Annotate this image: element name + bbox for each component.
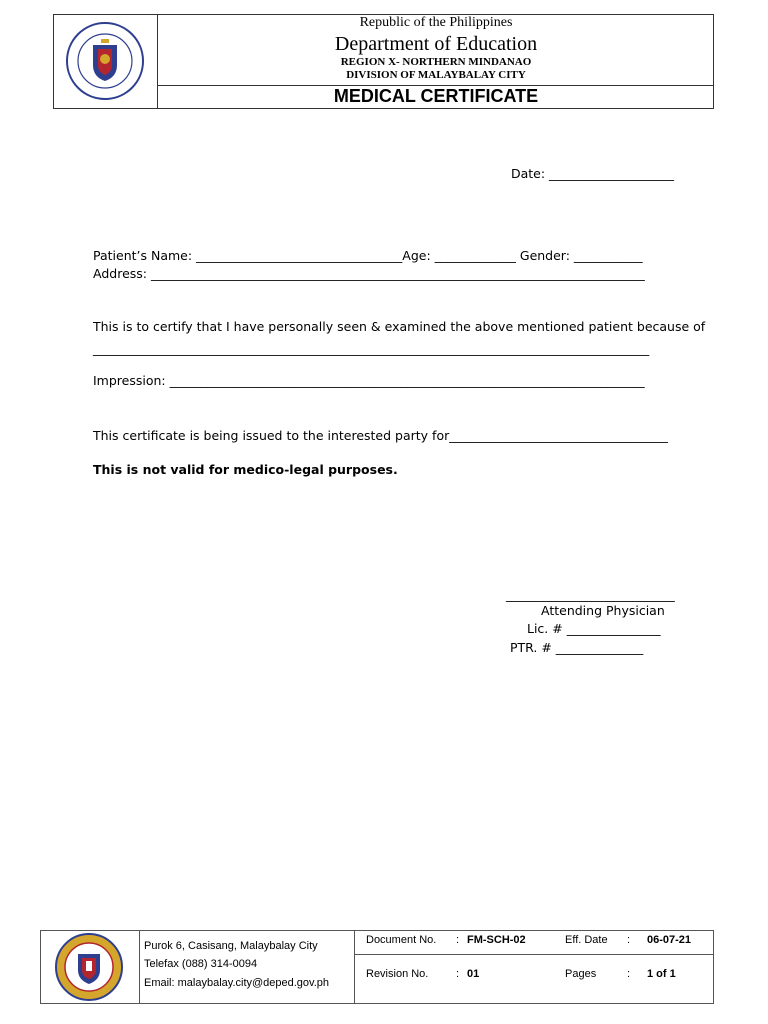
issued-for-line[interactable]: This certificate is being issued to the interested party for___________________________________ [93, 428, 668, 443]
region-text: REGION X- NORTHERN MINDANAO [340, 56, 532, 68]
date-line[interactable]: Date: ____________________ [511, 166, 675, 181]
revision-value: 01 [467, 968, 480, 980]
not-valid-note: This is not valid for medico-legal purposes. [93, 462, 398, 477]
revision-sep: : [456, 968, 460, 980]
certify-reason-blank[interactable]: _________________________________________________________________________________________ [93, 341, 650, 356]
republic-text: Republic of the Philippines [359, 15, 513, 30]
license-line[interactable]: Lic. # _______________ [527, 621, 661, 636]
footer-address: Purok 6, Casisang, Malaybalay City [144, 940, 318, 952]
eff-date-label: Eff. Date [565, 934, 608, 946]
doc-no-sep: : [456, 934, 460, 946]
logo-cell [53, 14, 158, 109]
eff-date-value: 06-07-21 [647, 934, 692, 946]
pages-value: 1 of 1 [647, 968, 676, 980]
division-seal-icon [51, 932, 127, 1002]
department-text: Department of Education [334, 33, 538, 55]
footer-email[interactable]: Email: malaybalay.city@deped.gov.ph [144, 977, 330, 989]
address-line[interactable]: Address: _______________________________________________________________________________ [93, 266, 645, 281]
footer-telefax: Telefax (088) 314-0094 [144, 958, 258, 970]
eff-date-sep: : [627, 934, 631, 946]
footer-seal-cell [40, 930, 140, 1004]
document-title: MEDICAL CERTIFICATE [333, 86, 539, 106]
certify-text: This is to certify that I have personally seen & examined the above mentioned patient because of [93, 319, 706, 334]
doc-no-value: FM-SCH-02 [467, 934, 526, 946]
revision-label: Revision No. [366, 968, 429, 980]
attending-physician-label: Attending Physician [541, 603, 665, 618]
doc-no-label: Document No. [366, 934, 437, 946]
patient-info-line[interactable]: Patient’s Name: _________________________________Age: _____________ Gender: ___________ [93, 248, 643, 263]
deped-seal-icon [65, 21, 145, 101]
impression-line[interactable]: Impression: ____________________________________________________________________________ [93, 373, 645, 388]
ptr-line[interactable]: PTR. # ______________ [510, 640, 644, 655]
footer-divider [355, 954, 714, 955]
pages-label: Pages [565, 968, 597, 980]
pages-sep: : [627, 968, 631, 980]
division-text: DIVISION OF MALAYBALAY CITY [346, 69, 526, 81]
signature-line[interactable]: ___________________________ [506, 587, 675, 602]
